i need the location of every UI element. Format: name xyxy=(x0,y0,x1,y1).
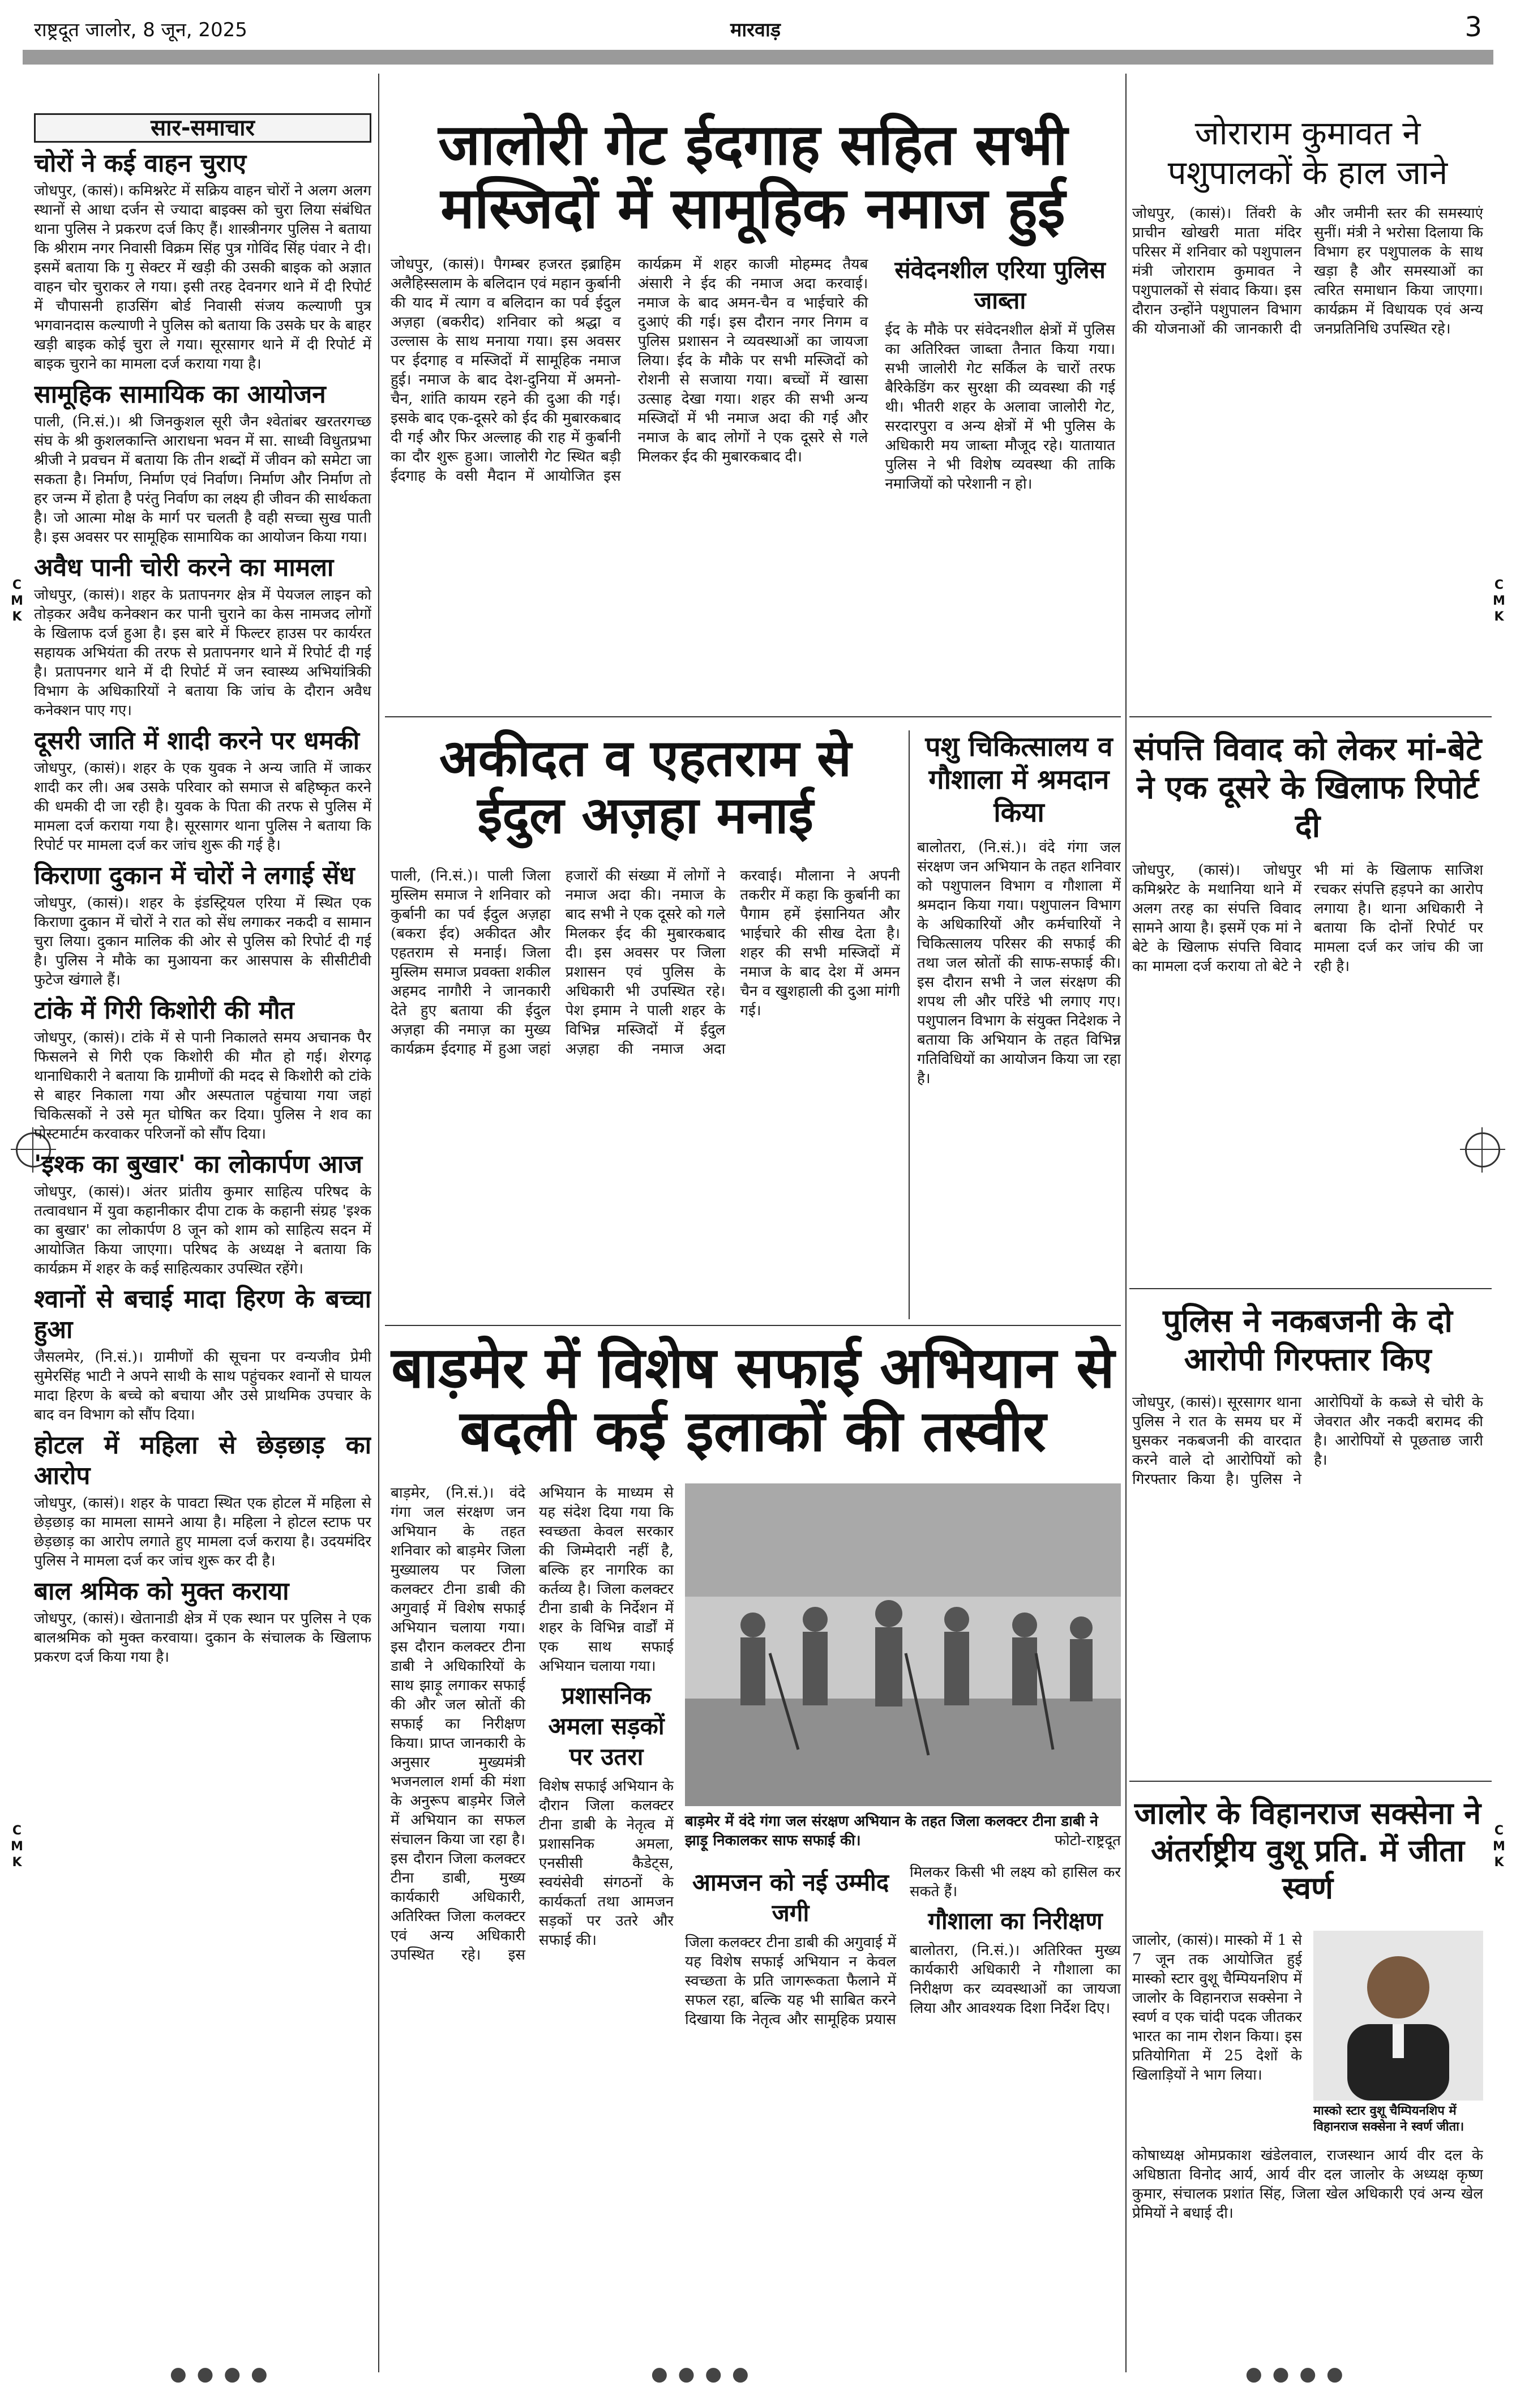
athlete-photo-icon xyxy=(1313,1931,1483,2101)
article-headline: बाड़मेर में विशेष सफाई अभियान से बदली कई इलाकों की तस्वीर xyxy=(391,1335,1115,1464)
article-text: जोधपुर, (कासं)। जोधपुर कमिश्नरेट के मथानिया थाने में अलग तरह का संपत्ति विवाद सामने आया है। इसमें एक मां ने बेटे के खिलाफ संपत्ति विवाद का मामला दर्ज कराया तो बेटे ने भी मां के खिलाफ साजिश रचकर संपत्ति हड़पने का आरोप लगाया है। थाना अधिकारी ने बताया कि दोनों रिपोर्ट पर मामला दर्ज कर जांच की जा रही है। xyxy=(1132,862,1483,975)
article-headline: जालोर के विहानराज सक्सेना ने अंतर्राष्ट्रीय वुशू प्रति. में जीता स्वर्ण xyxy=(1134,1795,1481,1906)
article-body xyxy=(391,255,1115,708)
sidebar-news xyxy=(34,113,371,2378)
article-headline: अकीदत व एहतराम से ईदुल अज़हा मनाई xyxy=(439,729,851,845)
news-item-body: जोधपुर, (कासं)। अंतर प्रांतीय कुमार साहित्य परिषद के तत्वावधान में युवा कहानीकार दीपा टाक के कहानी संग्रह 'इश्क का बुखार' का लोकार्पण 8 जून को शाम को साहित्य सदन में आयोजित किया जाएगा। परिषद के अध्यक्ष ने बताया कि कार्यक्रम में शहर के कई साहित्यकार उपस्थित रहेंगे। xyxy=(34,1183,371,1277)
footer-dots: ●●●● xyxy=(170,2363,278,2385)
print-mark: C M K xyxy=(11,578,23,624)
article-divider xyxy=(1129,716,1492,717)
news-item-body: जोधपुर, (कासं)। खेतानाडी क्षेत्र में एक स्थान पर पुलिस ने एक बालश्रमिक को मुक्त करवाया। दुकान के संचालक के खिलाफ प्रकरण दर्ज किया गया है। xyxy=(34,1610,371,1666)
article-divider xyxy=(1129,1781,1492,1782)
article-body xyxy=(391,866,900,1319)
news-item-title: होटल में महिला से छेड़छाड़ का आरोप xyxy=(34,1431,371,1490)
article-text: विशेष सफाई अभियान के दौरान जिला कलक्टर टीना डाबी के नेतृत्व में प्रशासनिक अमला, एनसीसी कैडेट्स, स्वयंसेवी संगठनों के कार्यकर्ता तथा आमजन सड़कों पर उतरे और सफाई की। xyxy=(539,1778,674,1949)
news-item-title: दूसरी जाति में शादी करने पर धमकी xyxy=(34,726,360,755)
article-text: जोधपुर, (कासं)। तिंवरी के प्राचीन खोखरी माता मंदिर परिसर में शनिवार को पशुपालन मंत्री जोराराम कुमावत ने पशुपालकों से संवाद किया। इस दौरान उन्होंने पशुपालन विभाग की योजनाओं की जानकारी दी और जमीनी स्तर की समस्याएं सुनीं। मंत्री ने भरोसा दिलाया कि विभाग हर पशुपालक के साथ खड़ा है और समस्याओं का त्वरित समाधान किया जाएगा। कार्यक्रम में विधायक एवं अन्य जनप्रतिनिधि उपस्थित रहे। xyxy=(1132,205,1483,337)
article-text: जोधपुर, (कासं)। सूरसागर थाना पुलिस ने रात के समय घर में घुसकर नकबजनी की वारदात करने वाले दो आरोपियों को गिरफ्तार किया है। पुलिस ने आरोपियों के कब्जे से चोरी के जेवरात और नकदी बरामद की है। आरोपियों से पूछताछ जारी है। xyxy=(1132,1394,1483,1488)
article-text: जिला कलक्टर टीना डाबी की अगुवाई में यह विशेष सफाई अभियान न केवल स्वच्छता के प्रति जागरूकता फैलाने में सफल रहा, बल्कि यह भी साबित करने दिखाया कि नेतृत्व और सामूहिक प्रयास मिलकर किसी भी लक्ष्य को हासिल कर सकते हैं। xyxy=(685,1864,1121,2028)
article-body xyxy=(685,1863,1121,2372)
news-item-body: जोधपुर, (कासं)। कमिश्नरेट में सक्रिय वाहन चोरों ने अलग अलग स्थानों से आधा दर्जन से ज्यादा बाइक्स को चुरा लिया संबंधित थाना पुलिस ने प्रकरण दर्ज किए हैं। शास्त्रीनगर पुलिस ने बताया कि श्रीराम नगर निवासी विक्रम सिंह पुत्र गोविंद सिंह पंवार ने दी। इसमें बताया कि गु सेक्टर में खड़ी की उसकी बाइक को अज्ञात वाहन चोर चुराकर ले गया। इसी तरह देवनगर थाने में दी रिपोर्ट में चौपासनी हाउसिंग बोर्ड निवासी संजय कल्याणी पुत्र भगवानदास कल्याणी ने पुलिस को बताया कि उसके घर के बाहर खड़ी बाइक कोई चुरा ले गया। सूरसागर थाने में दी रिपोर्ट में बाइक चुराने का मामला दर्ज कराया गया है। xyxy=(34,182,371,373)
article-divider xyxy=(1129,1288,1492,1289)
article-body xyxy=(1132,2146,1483,2372)
news-item-body: पाली, (नि.सं.)। श्री जिनकुशल सूरी जैन श्वेतांबर खरतरगच्छ संघ के श्री कुशलकान्ति आराधना भवन में सा. साध्वी विधुतप्रभा श्रीजी ने प्रवचन में बताया कि तीन शब्दों में जीवन को समेटा जा सकता है। निर्माण, निर्माण एवं निर्वाण। निर्माण और निर्माण तो हर जन्म में होता है परंतु निर्वाण का लक्ष्य ही जीवन की सार्थकता है। जो आत्मा मोक्ष के मार्ग पर चलती है वही सच्चा सुख पाती है। इस अवसर पर सामूहिक सामायिक का आयोजन किया गया। xyxy=(34,413,371,546)
article-headline: पशु चिकित्सालय व गौशाला में श्रमदान किया xyxy=(925,731,1113,828)
article-text: पाली, (नि.सं.)। पाली जिला मुस्लिम समाज ने शनिवार को कुर्बानी का पर्व ईदुल अज़हा (बकरा ईद) अकीदत और एहतराम से मनाई। जिला मुस्लिम समाज प्रवक्ता शकील अहमद नागौरी ने जानकारी देते हुए बताया की ईदुल अज़हा की नमाज़ का मुख्य कार्यक्रम ईदगाह में हुआ जहां हजारों की संख्या में लोगों ने नमाज अदा की। नमाज के बाद सभी ने एक दूसरे को गले मिलकर ईद की मुबारकबाद दी। इस अवसर पर जिला प्रशासन एवं पुलिस के अधिकारी भी उपस्थित रहे। पेश इमाम ने पाली शहर के विभिन्न मस्जिदों में ईदुल अज़हा की नमाज अदा करवाई। मौलाना ने अपनी तकरीर में कहा कि कुर्बानी का पैगाम हमें इंसानियत और भाईचारे की सीख देता है। शहर की सभी मस्जिदों में नमाज के बाद देश में अमन चैन व खुशहाली की दुआ मांगी गई। xyxy=(391,867,900,1058)
header-rule xyxy=(23,50,1493,65)
article-text: बालोतरा, (नि.सं.)। वंदे गंगा जल संरक्षण जन अभियान के तहत शनिवार को पशुपालन विभाग व गौशाला में श्रमदान किया गया। पशुपालन विभाग के अधिकारियों और कर्मचारियों ने चिकित्सालय परिसर की सफाई की तथा जल स्रोतों की साफ-सफाई की। इस दौरान सभी ने जल संरक्षण की शपथ ली और परिंडे भी लगाए गए। पशुपालन विभाग के संयुक्त निदेशक ने बताया कि अभियान के तहत विभिन्न गतिविधियों का आयोजन किया जा रहा है। xyxy=(917,839,1121,1087)
news-item-body: जोधपुर, (कासं)। शहर के पावटा स्थित एक होटल में महिला से छेड़छाड़ का मामला सामने आया है। महिला ने होटल स्टाफ पर छेड़छाड़ का आरोप लगाते हुए मामला दर्ज कराया है। उदयमंदिर पुलिस ने मामला दर्ज कर जांच शुरू कर दी है। xyxy=(34,1495,371,1569)
photo-caption xyxy=(685,1812,1121,1850)
masthead-date: राष्ट्रदूत जालोर, 8 जून, 2025 xyxy=(34,19,247,41)
cleaning-drive-photo xyxy=(685,1483,1121,1806)
article-subheading: प्रशासनिक अमला सड़कों पर उतरा xyxy=(548,1682,665,1770)
print-mark: C M K xyxy=(11,1824,23,1870)
photo-caption-text: बाड़मेर में वंदे गंगा जल संरक्षण अभियान के तहत जिला कलक्टर टीना डाबी ने झाड़ू निकालकर साफ सफाई की। xyxy=(685,1813,1098,1849)
article-text: ईद के मौके पर संवेदनशील क्षेत्रों में पुलिस का अतिरिक्त जाब्ता तैनात किया गया। सभी जालोरी गेट सर्किल के चारों तरफ बैरिकेडिंग कर सुरक्षा की व्यवस्था की गई थी। भीतरी शहर के अलावा जालोरी गेट, सरदारपुरा व अन्य क्षेत्रों में भी पुलिस के अधिकारी मय जाब्ता मौजूद रहे। यातायात पुलिस ने भी विशेष व्यवस्था की ताकि नमाजियों को परेशानी न हो। xyxy=(885,322,1115,493)
article-subheading: आमजन को नई उम्मीद जगी xyxy=(692,1868,889,1927)
footer-dots: ●●●● xyxy=(1245,2363,1354,2385)
article-text: जालोर, (कासं)। मास्को में 1 से 7 जून तक आयोजित हुई मास्को स्टार वुशू चैम्पियनशिप में जालोर के विहानराज सक्सेना ने स्वर्ण व एक चांदी पदक जीतकर भारत का नाम रोशन किया। इस प्रतियोगिता में 25 देशों के खिलाड़ियों ने भाग लिया। xyxy=(1132,1932,1302,2084)
news-item-title: श्वानों से बचाई मादा हिरण के बच्चा हुआ xyxy=(34,1285,371,1344)
photo-credit: फोटो-राष्ट्रदूत xyxy=(1054,1832,1121,1849)
footer-dots: ●●●● xyxy=(651,2363,759,2385)
news-item-title: टांके में गिरी किशोरी की मौत xyxy=(34,996,294,1025)
news-item-title: किराणा दुकान में चोरों ने लगाई सेंध xyxy=(34,861,355,890)
column-rule xyxy=(1125,74,1127,2372)
article-body xyxy=(1132,861,1483,1280)
athlete-photo xyxy=(1313,1931,1483,2101)
article-text: बाड़मेर, (नि.सं.)। वंदे गंगा जल संरक्षण जन अभियान के तहत शनिवार को बाड़मेर जिला मुख्यालय पर जिला कलक्टर टीना डाबी की अगुवाई में विशेष सफाई अभियान चलाया गया। इस दौरान कलक्टर टीना डाबी ने अधिकारियों के साथ झाड़ू लगाकर सफाई की और जल स्रोतों की सफाई का निरीक्षण किया। प्राप्त जानकारी के अनुसार मुख्यमंत्री भजनलाल शर्मा की मंशा के अनुरूप बाड़मेर जिले में अभियान का सफल संचालन किया जा रहा है। इस दौरान जिला कलक्टर टीना डाबी, मुख्य कार्यकारी अधिकारी, अतिरिक्त जिला कलक्टर एवं अन्य अधिकारी उपस्थित रहे। इस अभियान के माध्यम से यह संदेश दिया गया कि स्वच्छता केवल सरकार की जिम्मेदारी नहीं है, बल्कि हर नागरिक का कर्तव्य है। जिला कलक्टर टीना डाबी के निर्देशन में शहर के विभिन्न वार्डों में एक साथ सफाई अभियान चलाया गया। xyxy=(391,1485,674,1964)
column-rule xyxy=(909,730,910,1319)
print-mark: C M K xyxy=(1493,1824,1505,1870)
article-body xyxy=(1132,1393,1483,1772)
news-item-body: जोधपुर, (कासं)। शहर के प्रतापनगर क्षेत्र में पेयजल लाइन को तोड़कर अवैध कनेक्शन कर पानी चुराने का केस नामजद लोगों के खिलाफ दर्ज हुआ है। इस बारे में फिल्टर हाउस पर कार्यरत सहायक अभियंता की तरफ से प्रतापनगर थाने में रिपोर्ट दी गई है। प्रतापनगर थाने में दी रिपोर्ट में जन स्वास्थ्य अभियांत्रिकी विभाग के अधिकारियों ने बताया कि जांच के दौरान अवैध कनेक्शन पाए गए। xyxy=(34,587,371,719)
article-subheading: गौशाला का निरीक्षण xyxy=(928,1907,1103,1935)
news-item-title: चोरों ने कई वाहन चुराए xyxy=(34,149,247,178)
masthead xyxy=(34,11,1482,45)
masthead-section: मारवाड़ xyxy=(730,19,781,41)
photo-caption: मास्को स्टार वुशू चैम्पियनशिप में विहानराज सक्सेना ने स्वर्ण जीता। xyxy=(1313,2104,1464,2134)
news-item-title: बाल श्रमिक को मुक्त कराया xyxy=(34,1577,289,1606)
article-subheading: संवेदनशील एरिया पुलिस जाब्ता xyxy=(894,256,1106,314)
article-body xyxy=(1132,204,1483,702)
article-body xyxy=(917,838,1121,1319)
news-item-title: सामूहिक सामायिक का आयोजन xyxy=(34,380,326,409)
article-body xyxy=(1132,1931,1302,2101)
article-body xyxy=(391,1483,674,2372)
article-headline: पुलिस ने नकबजनी के दो आरोपी गिरफ्तार किए xyxy=(1163,1303,1453,1378)
news-item-body: जोधपुर, (कासं)। शहर के एक युवक ने अन्य जाति में जाकर शादी कर ली। अब उसके परिवार को समाज से बहिष्कृत करने की धमकी दी जा रही है। युवक के पिता की तरफ से पुलिस में मामला दर्ज कराया गया है। सूरसागर थाना पुलिस ने बताया कि रिपोर्ट पर मामला दर्ज कर जांच शुरू की गई है। xyxy=(34,760,371,854)
article-text: बालोतरा, (नि.सं.)। अतिरिक्त मुख्य कार्यकारी अधिकारी ने गौशाला का निरीक्षण कर व्यवस्थाओं का जायजा लिया और आवश्यक दिशा निर्देश दिए। xyxy=(910,1942,1121,2017)
print-mark: C M K xyxy=(1493,578,1505,624)
news-item-title: अवैध पानी चोरी करने का मामला xyxy=(34,553,334,582)
article-divider xyxy=(385,1325,1121,1326)
article-headline: संपत्ति विवाद को लेकर मां-बेटे ने एक दूसरे के खिलाफ रिपोर्ट दी xyxy=(1133,731,1482,845)
page-number: 3 xyxy=(1464,11,1482,43)
article-divider xyxy=(385,716,1121,717)
column-rule xyxy=(378,74,379,2372)
article-headline: जालोरी गेट ईदगाह सहित सभी मस्जिदों में सामूहिक नमाज हुई xyxy=(438,112,1068,241)
article-text: कोषाध्यक्ष ओमप्रकाश खंडेलवाल, राजस्थान आर्य वीर दल के अधिष्ठाता विनोद आर्य, आर्य वीर दल जालोर के अध्यक्ष कृष्ण कुमार, संचालक प्रशांत सिंह, जिला खेल अधिकारी एवं अन्य खेल प्रेमियों ने बधाई दी। xyxy=(1132,2147,1483,2222)
news-item-body: जोधपुर, (कासं)। टांके में से पानी निकालते समय अचानक पैर फिसलने से गिरी एक किशोरी की मौत हो गई। शेरगढ़ थानाधिकारी ने बताया कि ग्रामीणों की मदद से किशोरी को टांके से बाहर निकाला गया और अस्पताल पहुंचाया गया जहां चिकित्सकों ने उसे मृत घोषित कर दिया। पुलिस ने शव का पोस्टमार्टम करवाकर परिजनों को सौंप दिया। xyxy=(34,1029,371,1143)
news-item-body: जैसलमेर, (नि.सं.)। ग्रामीणों की सूचना पर वन्यजीव प्रेमी सुमेरसिंह भाटी ने अपने साथी के साथ पहुंचकर श्वानों से घायल मादा हिरण के बच्चे को बचाया और उसे प्राथमिक उपचार के बाद वन विभाग को सौंप दिया। xyxy=(34,1349,371,1423)
article-text: जोधपुर, (कासं)। पैगम्बर हजरत इब्राहिम अलैहिस्सलाम के बलिदान एवं महान कुर्बानी की याद में त्याग व बलिदान का पर्व ईदुल अज़हा (बकरीद) शनिवार को श्रद्धा व उल्लास के साथ मनाया गया। इस अवसर पर ईदगाह व मस्जिदों में सामूहिक नमाज हुई। नमाज के बाद देश-दुनिया में अमनो-चैन, शांति कायम रहने की दुआ की गई। इसके बाद एक-दूसरे को ईद की मुबारकबाद दी गई और फिर अल्लाह की राह में कुर्बानी का दौर शुरू हुआ। जालोरी गेट स्थित बड़ी ईदगाह के वसी मैदान में आयोजित इस कार्यक्रम में शहर काजी मोहम्मद तैयब अंसारी ने ईद की नमाज अदा करवाई। नमाज के बाद अमन-चैन व भाईचारे की दुआएं की गई। इस दौरान नगर निगम व पुलिस प्रशासन ने व्यवस्थाओं का जायजा लिया। ईद के मौके पर सभी मस्जिदों को रोशनी से सजाया गया। बच्चों में खासा उत्साह देखा गया। शहर की सभी अन्य मस्जिदों में भी नमाज अदा की गई और नमाज के बाद लोगों ने एक दूसरे से गले मिलकर ईद की मुबारकबाद दी। xyxy=(391,256,868,485)
cleaning-drive-photo-icon xyxy=(685,1483,1121,1806)
sidebar-section-title: सार-समाचार xyxy=(34,113,371,143)
news-item-body: जोधपुर, (कासं)। शहर के इंडस्ट्रियल एरिया में स्थित एक किराणा दुकान में चोरों ने रात को सेंध लगाकर नकदी व सामान चुरा लिया। दुकान मालिक की ओर से पुलिस को रिपोर्ट दी गई है। पुलिस ने मौके का मुआयना कर आसपास के सीसीटीवी फुटेज खंगाले हैं। xyxy=(34,895,371,989)
news-item-title: 'इश्क का बुखार' का लोकार्पण आज xyxy=(34,1150,363,1179)
article-headline: जोराराम कुमावत ने पशुपालकों के हाल जाने xyxy=(1167,114,1448,192)
